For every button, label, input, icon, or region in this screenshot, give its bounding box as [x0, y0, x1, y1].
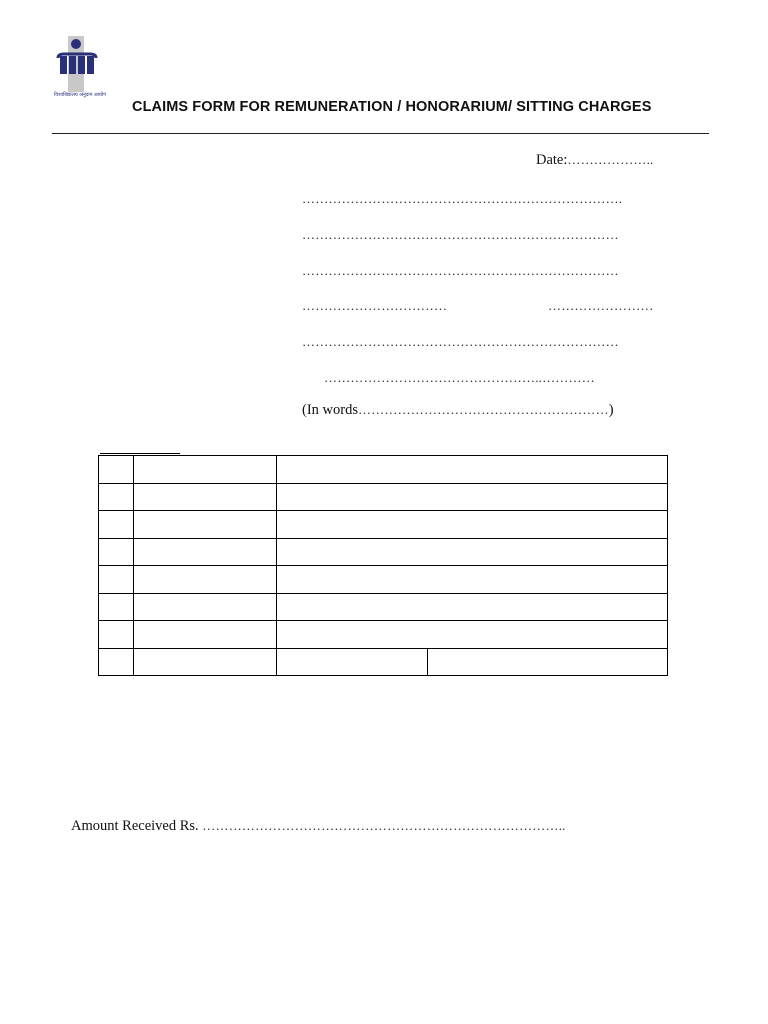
- value-cell[interactable]: [277, 593, 668, 621]
- dotted-line-1[interactable]: ……………………………………………………………….: [302, 191, 623, 206]
- serial-cell: [99, 648, 134, 676]
- in-words-label: (In words: [302, 402, 358, 418]
- dotted-line-5[interactable]: ………………………………………………………………: [302, 334, 619, 349]
- value-cell[interactable]: [277, 538, 668, 566]
- label-cell: [134, 593, 277, 621]
- label-cell: [134, 538, 277, 566]
- logo-caption: विश्वविद्यालय अनुदान आयोग: [54, 92, 107, 98]
- table-row: [99, 648, 668, 676]
- table-row: [99, 593, 668, 621]
- date-dots: ………………..: [567, 152, 654, 167]
- value-cell[interactable]: [277, 511, 668, 539]
- date-field[interactable]: [536, 152, 654, 169]
- dotted-line-3[interactable]: ………………………………………………………………: [302, 263, 619, 278]
- amount-received-field[interactable]: [71, 818, 566, 835]
- table-row: [99, 483, 668, 511]
- serial-cell: [99, 456, 134, 484]
- amount-received-label: Amount Received Rs.: [71, 818, 199, 834]
- table-row: [99, 621, 668, 649]
- label-cell: [134, 511, 277, 539]
- value-cell[interactable]: [277, 483, 668, 511]
- label-cell: [134, 483, 277, 511]
- in-words-close: ): [608, 402, 614, 418]
- header-divider: [52, 133, 709, 134]
- label-cell: [134, 566, 277, 594]
- in-words-dots: …………………………………………………: [357, 402, 609, 417]
- label-cell: [134, 456, 277, 484]
- claims-table: [98, 455, 668, 676]
- value-cell[interactable]: [277, 456, 668, 484]
- value-cell[interactable]: [277, 621, 668, 649]
- label-cell: [134, 621, 277, 649]
- ugc-logo: [54, 36, 107, 102]
- dotted-line-2[interactable]: ………………………………………………………………: [302, 227, 619, 242]
- table-row: [99, 456, 668, 484]
- date-label: Date:: [536, 152, 568, 168]
- dotted-line-6[interactable]: …………………………………………..…………: [324, 370, 595, 385]
- table-row: [99, 566, 668, 594]
- value-cell[interactable]: [277, 566, 668, 594]
- serial-cell: [99, 483, 134, 511]
- dotted-line-4a[interactable]: ……………………………: [302, 298, 448, 313]
- table-row: [99, 538, 668, 566]
- value-cell-b[interactable]: [428, 648, 668, 676]
- table-caption-underline: [100, 453, 180, 454]
- serial-cell: [99, 566, 134, 594]
- serial-cell: [99, 538, 134, 566]
- table-row: [99, 511, 668, 539]
- serial-cell: [99, 621, 134, 649]
- form-title: CLAIMS FORM FOR REMUNERATION / HONORARIUM/ SITTING CHARGES: [132, 99, 652, 115]
- serial-cell: [99, 593, 134, 621]
- value-cell-a[interactable]: [277, 648, 428, 676]
- amount-received-dots: ………………………………………………………………………..: [202, 818, 566, 833]
- dotted-line-4b[interactable]: ……………………: [548, 298, 654, 313]
- ugc-emblem-icon: [54, 36, 100, 92]
- in-words-field[interactable]: [302, 402, 614, 419]
- label-cell: [134, 648, 277, 676]
- serial-cell: [99, 511, 134, 539]
